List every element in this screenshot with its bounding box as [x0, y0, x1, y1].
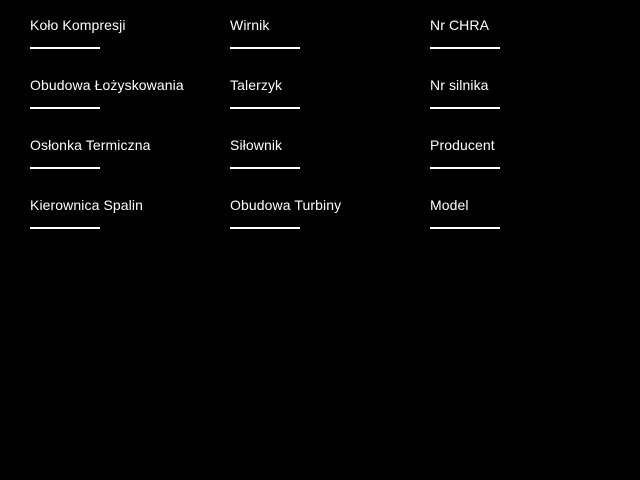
form-field-model — [430, 197, 630, 257]
field-label-nr-silnika: Nr silnika — [430, 77, 489, 93]
form-field-talerzyk — [230, 77, 430, 137]
form-field-silownik — [230, 137, 430, 197]
field-input-nr-chra[interactable] — [430, 35, 500, 49]
form-field-kierownica-spalin — [30, 197, 230, 257]
field-label-oslonka-termiczna: Osłonka Termiczna — [30, 137, 151, 153]
field-label-model: Model — [430, 197, 469, 213]
field-input-oslonka-termiczna[interactable] — [30, 155, 100, 169]
form-field-obudowa-lozyskowania — [30, 77, 230, 137]
form-field-obudowa-turbiny — [230, 197, 430, 257]
field-label-talerzyk: Talerzyk — [230, 77, 283, 93]
field-input-obudowa-lozyskowania[interactable] — [30, 95, 100, 109]
field-input-kierownica-spalin[interactable] — [30, 215, 100, 229]
field-input-kolo-kompresji[interactable] — [30, 35, 100, 49]
turbo-parts-form — [30, 17, 630, 257]
field-input-talerzyk[interactable] — [230, 95, 300, 109]
field-label-kierownica-spalin: Kierownica Spalin — [30, 197, 143, 213]
field-input-nr-silnika[interactable] — [430, 95, 500, 109]
field-label-kolo-kompresji: Koło Kompresji — [30, 17, 126, 33]
field-input-producent[interactable] — [430, 155, 500, 169]
field-label-obudowa-turbiny: Obudowa Turbiny — [230, 197, 342, 213]
form-field-nr-silnika — [430, 77, 630, 137]
field-input-obudowa-turbiny[interactable] — [230, 215, 300, 229]
field-label-silownik: Siłownik — [230, 137, 283, 153]
field-input-silownik[interactable] — [230, 155, 300, 169]
form-field-producent — [430, 137, 630, 197]
field-label-obudowa-lozyskowania: Obudowa Łożyskowania — [30, 77, 184, 93]
form-field-kolo-kompresji — [30, 17, 230, 77]
field-input-wirnik[interactable] — [230, 35, 300, 49]
field-label-nr-chra: Nr CHRA — [430, 17, 490, 33]
field-label-wirnik: Wirnik — [230, 17, 270, 33]
form-field-nr-chra — [430, 17, 630, 77]
form-field-wirnik — [230, 17, 430, 77]
form-field-oslonka-termiczna — [30, 137, 230, 197]
field-input-model[interactable] — [430, 215, 500, 229]
field-label-producent: Producent — [430, 137, 495, 153]
